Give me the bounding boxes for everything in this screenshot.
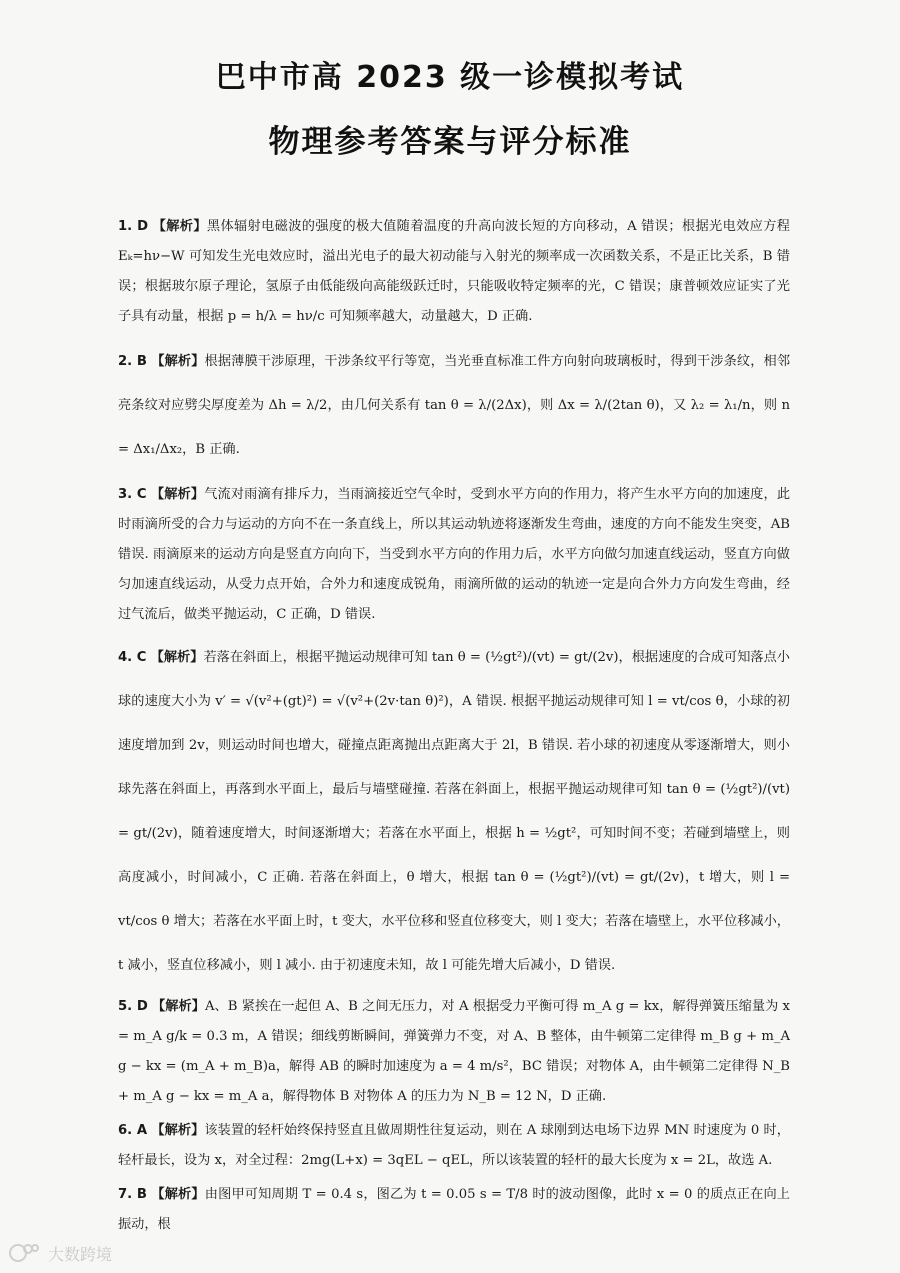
- answer-number: 5. D: [118, 999, 148, 1014]
- answer-item-6: [118, 1116, 790, 1176]
- analysis-tag: 【解析】: [152, 219, 207, 234]
- answer-text: 黑体辐射电磁波的强度的极大值随着温度的升高向波长短的方向移动，A 错误；根据光电效应方程 Eₖ=hν−W 可知发生光电效应时，溢出光电子的最大初动能与入射光的频率成一次函数关系，不是正比关系，B 错误；根据玻尔原子理论，氢原子由低能级向高能级跃迁时，只能吸收特定频率的光，C 错误；康普顿效应证实了光子具有动量，根据 p = h/λ = hν/c 可知频率越大，动量越大，D 正确.: [118, 219, 790, 324]
- answer-number: 2. B: [118, 354, 147, 369]
- analysis-tag: 【解析】: [151, 1187, 205, 1202]
- page-title: 巴中市高 2023 级一诊模拟考试: [215, 60, 685, 95]
- analysis-tag: 【解析】: [150, 487, 205, 502]
- answer-number: 6. A: [118, 1123, 148, 1138]
- answer-text: 该装置的轻杆始终保持竖直且做周期性往复运动，则在 A 球刚到达电场下边界 MN 时速度为 0 时，轻杆最长，设为 x，对全过程：2mg(L+x) = 3qEL − qEL，所以该装置的轻杆的最大长度为 x = 2L，故选 A.: [118, 1123, 790, 1168]
- analysis-tag: 【解析】: [150, 650, 204, 665]
- watermark: [8, 1238, 112, 1268]
- answer-item-7: [118, 1180, 790, 1240]
- analysis-tag: 【解析】: [152, 999, 205, 1014]
- answer-text: 根据薄膜干涉原理，干涉条纹平行等宽，当光垂直标准工件方向射向玻璃板时，得到干涉条纹，相邻亮条纹对应劈尖厚度差为 Δh = λ/2，由几何关系有 tan θ = λ/(2Δx)，则 Δx = λ/(2tan θ)，又 λ₂ = λ₁/n，则 n = Δx₁/Δx₂，B 正确.: [118, 354, 791, 457]
- answer-text: A、B 紧挨在一起但 A、B 之间无压力，对 A 根据受力平衡可得 m_A g = kx，解得弹簧压缩量为 x = m_A g/k = 0.3 m，A 错误；细线剪断瞬间，弹簧弹力不变，对 A、B 整体，由牛顿第二定律得 m_B g + m_A g − kx = (m_A + m_B)a，解得 AB 的瞬时加速度为 a = 4 m/s²，BC 错误；对物体 A，由牛顿第二定律得 N_B + m_A g − kx = m_A a，解得物体 B 对物体 A 的压力为 N_B = 12 N，D 正确.: [118, 999, 790, 1104]
- answer-number: 4. C: [118, 650, 147, 665]
- answer-item-3: [118, 480, 790, 630]
- answer-item-5: [118, 992, 790, 1112]
- answer-text: 气流对雨滴有排斥力，当雨滴接近空气伞时，受到水平方向的作用力，将产生水平方向的加速度，此时雨滴所受的合力与运动的方向不在一条直线上，所以其运动轨迹将逐渐发生弯曲，速度的方向不能发生突变，AB 错误. 雨滴原来的运动方向是竖直方向向下，当受到水平方向的作用力后，水平方向做匀加速直线运动，竖直方向做匀加速直线运动，从受力点开始，合外力和速度成锐角，雨滴所做的运动的轨迹一定是向合外力方向发生弯曲，经过气流后，做类平抛运动，C 正确，D 错误.: [118, 487, 791, 622]
- watermark-logo-icon: [8, 1240, 42, 1266]
- analysis-tag: 【解析】: [151, 1123, 205, 1138]
- answer-text: 若落在斜面上，根据平抛运动规律可知 tan θ = (½gt²)/(vt) = gt/(2v)，根据速度的合成可知落点小球的速度大小为 v′ = √(v²+(gt)²) = √(v²+(2v·tan θ)²)，A 错误. 根据平抛运动规律可知 l = vt/cos θ，小球的初速度增加到 2v，则运动时间也增大，碰撞点距离抛出点距离大于 2l，B 错误. 若小球的初速度从零逐渐增大，则小球先落在斜面上，再落到水平面上，最后与墙壁碰撞. 若落在斜面上，根据平抛运动规律可知 tan θ = (½gt²)/(vt) = gt/(2v)，随着速度增大，时间逐渐增大；若落在水平面上，根据 h = ½gt²，可知时间不变；若碰到墙壁上，则高度减小，时间减小，C 正确. 若落在斜面上，θ 增大，根据 tan θ = (½gt²)/(vt) = gt/(2v)，t 增大，则 l = vt/cos θ 增大；若落在水平面上时，t 变大，水平位移和竖直位移变大，则 l 变大；若落在墙壁上，水平位移减小，t 减小，竖直位移减小，则 l 减小. 由于初速度未知，故 l 可能先增大后减小，D 错误.: [118, 650, 790, 973]
- answer-item-2: [118, 340, 790, 472]
- answer-item-1: [118, 212, 790, 332]
- answer-number: 1. D: [118, 219, 149, 234]
- answer-list: [118, 212, 790, 1240]
- watermark-text: 大数跨境: [48, 1244, 113, 1264]
- answer-text: 由图甲可知周期 T = 0.4 s，图乙为 t = 0.05 s = T/8 时的波动图像，此时 x = 0 的质点正在向上振动，根: [118, 1187, 790, 1232]
- page-subtitle: 物理参考答案与评分标准: [268, 124, 632, 160]
- answer-number: 3. C: [118, 487, 147, 502]
- answer-item-4: [118, 636, 790, 988]
- analysis-tag: 【解析】: [151, 354, 205, 369]
- answer-number: 7. B: [118, 1187, 147, 1202]
